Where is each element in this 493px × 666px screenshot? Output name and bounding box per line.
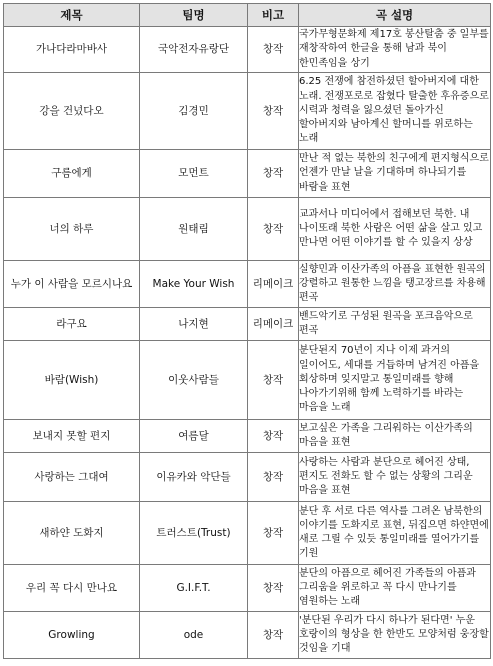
song-title-cell: Growling [4, 612, 140, 659]
table-row [4, 453, 491, 502]
note-cell: 창작 [248, 453, 299, 502]
song-title-cell: 구름에게 [4, 150, 140, 198]
team-name-cell: 국악전자유랑단 [140, 27, 248, 73]
table-row [4, 261, 491, 308]
table-row [4, 150, 491, 198]
song-description-cell: 밴드악기로 구성된 원곡을 포크음악으로 편곡 [299, 308, 491, 341]
note-cell: 리메이크 [248, 308, 299, 341]
team-name-cell: ode [140, 612, 248, 659]
table-row [4, 565, 491, 612]
note-cell: 리메이크 [248, 261, 299, 308]
table-row [4, 341, 491, 420]
song-description-cell: 교과서나 미디어에서 접해보던 북한. 내 나이또래 북한 사람은 어떤 삶을 살고 있고 만나면 어떤 이야기를 할 수 있을지 상상 [299, 198, 491, 261]
song-description-cell: 실향민과 이산가족의 아픔을 표현한 원곡의 강렬하고 원통한 느낌을 탱고장르를 차용해 편곡 [299, 261, 491, 308]
header-team: 팀명 [140, 4, 248, 27]
header-description: 곡 설명 [299, 4, 491, 27]
song-title-cell: 새하얀 도화지 [4, 502, 140, 565]
song-description-cell: 만난 적 없는 북한의 친구에게 편지형식으로 언젠가 만날 날을 기대하며 하나되기를 바람을 표현 [299, 150, 491, 198]
song-title-cell: 강을 건넜다오 [4, 73, 140, 150]
table-row [4, 612, 491, 659]
note-cell: 창작 [248, 150, 299, 198]
note-cell: 창작 [248, 420, 299, 453]
team-name-cell: 이웃사람들 [140, 341, 248, 420]
header-title: 제목 [4, 4, 140, 27]
team-name-cell: Make Your Wish [140, 261, 248, 308]
table-row [4, 73, 491, 150]
team-name-cell: 원태림 [140, 198, 248, 261]
team-name-cell: G.I.F.T. [140, 565, 248, 612]
table-row [4, 198, 491, 261]
song-list-table [3, 3, 491, 659]
team-name-cell: 트러스트(Trust) [140, 502, 248, 565]
song-title-cell: 가나다라마바사 [4, 27, 140, 73]
note-cell: 창작 [248, 502, 299, 565]
table-row [4, 308, 491, 341]
song-title-cell: 우리 꼭 다시 만나요 [4, 565, 140, 612]
note-cell: 창작 [248, 565, 299, 612]
song-description-cell: 사랑하는 사람과 분단으로 헤어진 상태, 편지도 전화도 할 수 없는 상황의 그리운 마음을 표현 [299, 453, 491, 502]
song-title-cell: 보내지 못할 편지 [4, 420, 140, 453]
song-title-cell: 사랑하는 그대여 [4, 453, 140, 502]
header-note: 비고 [248, 4, 299, 27]
note-cell: 창작 [248, 612, 299, 659]
team-name-cell: 여름달 [140, 420, 248, 453]
song-title-cell: 바람(Wish) [4, 341, 140, 420]
team-name-cell: 김경민 [140, 73, 248, 150]
song-description-cell: 보고싶은 가족을 그리워하는 이산가족의 마음을 표현 [299, 420, 491, 453]
song-description-cell: '분단된 우리가 다시 하나가 된다면' 누운 호랑이의 형상을 한 한반도 모양처럼 웅장할 것임을 기대 [299, 612, 491, 659]
note-cell: 창작 [248, 27, 299, 73]
table-row [4, 420, 491, 453]
song-description-cell: 분단의 아픔으로 헤어진 가족들의 아픔과 그리움을 위로하고 꼭 다시 만나기를 염원하는 노래 [299, 565, 491, 612]
team-name-cell: 모먼트 [140, 150, 248, 198]
song-title-cell: 라구요 [4, 308, 140, 341]
table-row [4, 502, 491, 565]
note-cell: 창작 [248, 341, 299, 420]
song-title-cell: 누가 이 사람을 모르시나요 [4, 261, 140, 308]
note-cell: 창작 [248, 198, 299, 261]
team-name-cell: 나지현 [140, 308, 248, 341]
table-row [4, 27, 491, 73]
song-description-cell: 분단 후 서로 다른 역사를 그려온 남북한의 이야기를 도화지로 표현, 뒤집으면 하얀면에 새로 그릴 수 있듯 통일미래를 열어가기를 기원 [299, 502, 491, 565]
song-description-cell: 국가무형문화제 제17호 봉산탈춤 중 일부를 재창작하여 한글을 통해 남과 북이 한민족임을 상기 [299, 27, 491, 73]
song-title-cell: 너의 하루 [4, 198, 140, 261]
note-cell: 창작 [248, 73, 299, 150]
header-row [4, 4, 491, 27]
team-name-cell: 이유카와 악단들 [140, 453, 248, 502]
song-description-cell: 6.25 전쟁에 참전하셨던 할아버지에 대한 노래. 전쟁포로로 잡혔다 탈출한 후유증으로 시력과 청력을 잃으셨던 돌아가신 할아버지와 남아계신 할머니를 위로하는 노래 [299, 73, 491, 150]
song-description-cell: 분단된지 70년이 지나 이제 과거의 일이어도, 세대를 거듭하며 남겨진 아픔을 회상하며 잊지말고 통일미래를 향해 나아가기위해 함께 노력하기를 바라는 마음을 노래 [299, 341, 491, 420]
